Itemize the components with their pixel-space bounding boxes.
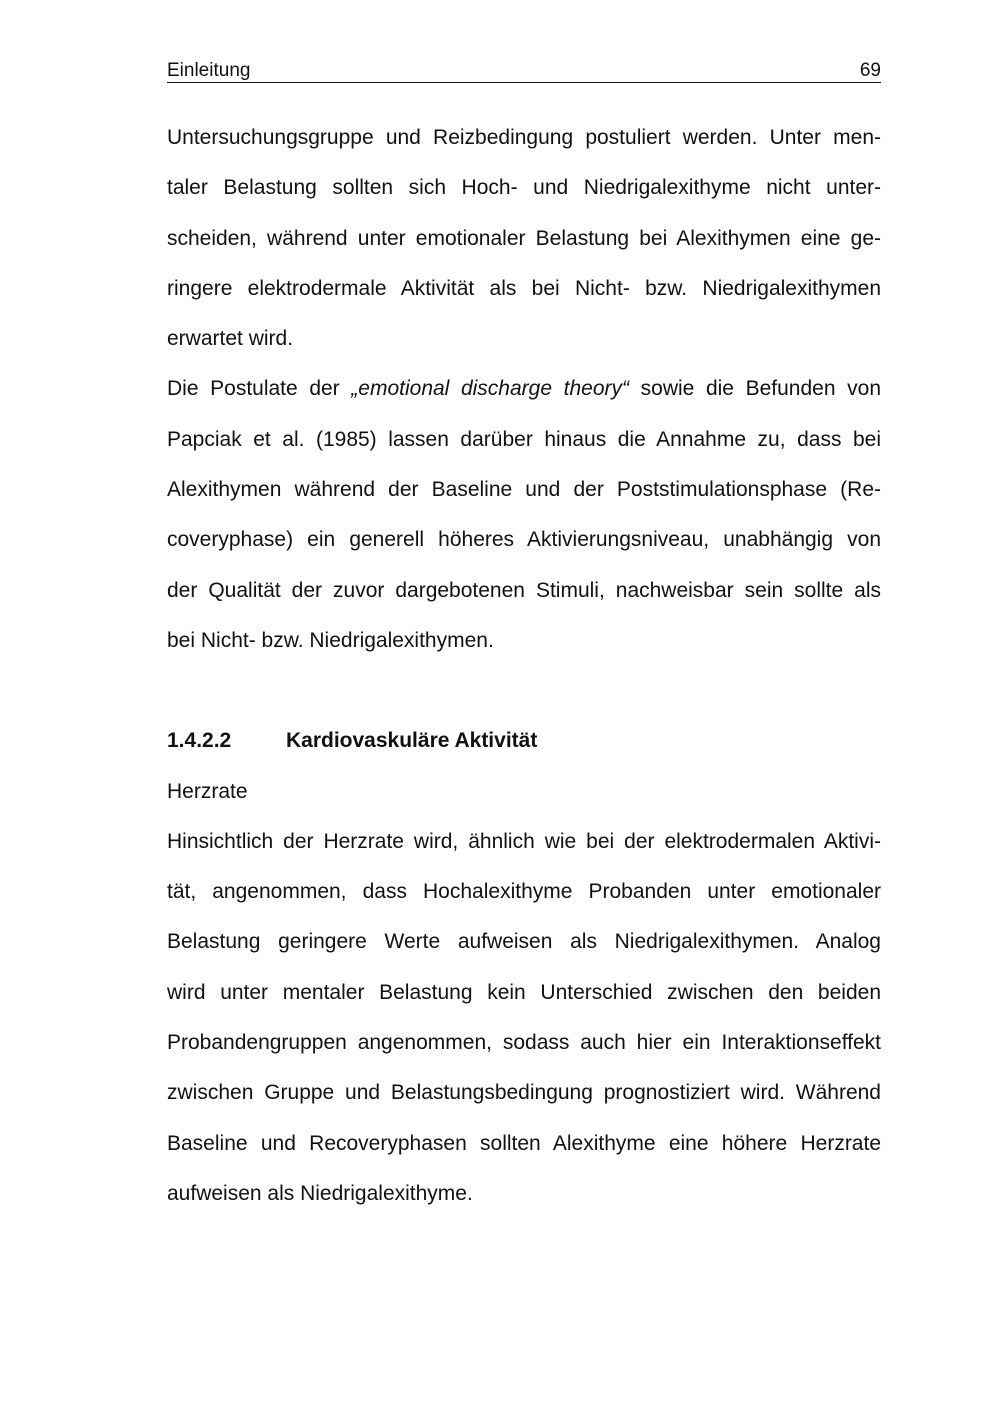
- paragraph-2: [167, 364, 881, 666]
- text-line: wird unter mentaler Belastung kein Unterschied zwischen den beiden: [167, 980, 881, 1004]
- text-line: scheiden, während unter emotionaler Belastung bei Alexithymen eine ge-: [167, 226, 881, 250]
- text-line: Baseline und Recoveryphasen sollten Alexithyme eine höhere Herzrate: [167, 1131, 881, 1155]
- text-line: Belastung geringere Werte aufweisen als Niedrigalexithymen. Analog: [167, 930, 881, 954]
- text-line: bei Nicht- bzw. Niedrigalexithymen.: [167, 628, 494, 652]
- text-line: [167, 364, 881, 414]
- text-line: erwartet wird.: [167, 327, 294, 351]
- spacer: [167, 666, 881, 716]
- page-number: 69: [859, 60, 881, 81]
- paragraph-1: [167, 113, 881, 364]
- text-line: der Qualität der zuvor dargebotenen Stimuli, nachweisbar sein sollte als: [167, 578, 881, 602]
- subheading: Herzrate: [167, 779, 248, 803]
- text-line: Probandengruppen angenommen, sodass auch hier ein Interaktionseffekt: [167, 1031, 881, 1055]
- italic-term: „emotional discharge theory“: [351, 377, 630, 401]
- text-line: aufweisen als Niedrigalexithyme.: [167, 1181, 473, 1205]
- text-line: Alexithymen während der Baseline und der Poststimulationsphase (Re-: [167, 478, 881, 502]
- text-line: coveryphase) ein generell höheres Aktivierungsniveau, unabhängig von: [167, 528, 881, 552]
- section-title: Kardiovaskuläre Aktivität: [286, 729, 538, 753]
- text-line: tät, angenommen, dass Hochalexithyme Probanden unter emotionaler: [167, 880, 881, 904]
- body-text: [167, 113, 881, 1219]
- text-line: Papciak et al. (1985) lassen darüber hinaus die Annahme zu, dass bei: [167, 427, 881, 451]
- text-line: taler Belastung sollten sich Hoch- und Niedrigalexithyme nicht unter-: [167, 176, 881, 200]
- text-segment: Die Postulate der: [167, 377, 352, 401]
- header-section-title: Einleitung: [167, 60, 251, 81]
- running-header: [167, 60, 881, 83]
- text-line: ringere elektrodermale Aktivität als bei Nicht- bzw. Niedrigalexithymen: [167, 276, 881, 300]
- paragraph-3: [167, 817, 881, 1219]
- section-number: 1.4.2.2: [167, 729, 232, 753]
- text-line: Untersuchungsgruppe und Reizbedingung postuliert werden. Unter men-: [167, 126, 881, 149]
- text-line: zwischen Gruppe und Belastungsbedingung prognostiziert wird. Während: [167, 1081, 881, 1105]
- text-segment: sowie die Befunden von: [629, 377, 881, 401]
- text-line: Hinsichtlich der Herzrate wird, ähnlich wie bei der elektrodermalen Aktivi-: [167, 829, 881, 853]
- section-heading: [167, 716, 881, 766]
